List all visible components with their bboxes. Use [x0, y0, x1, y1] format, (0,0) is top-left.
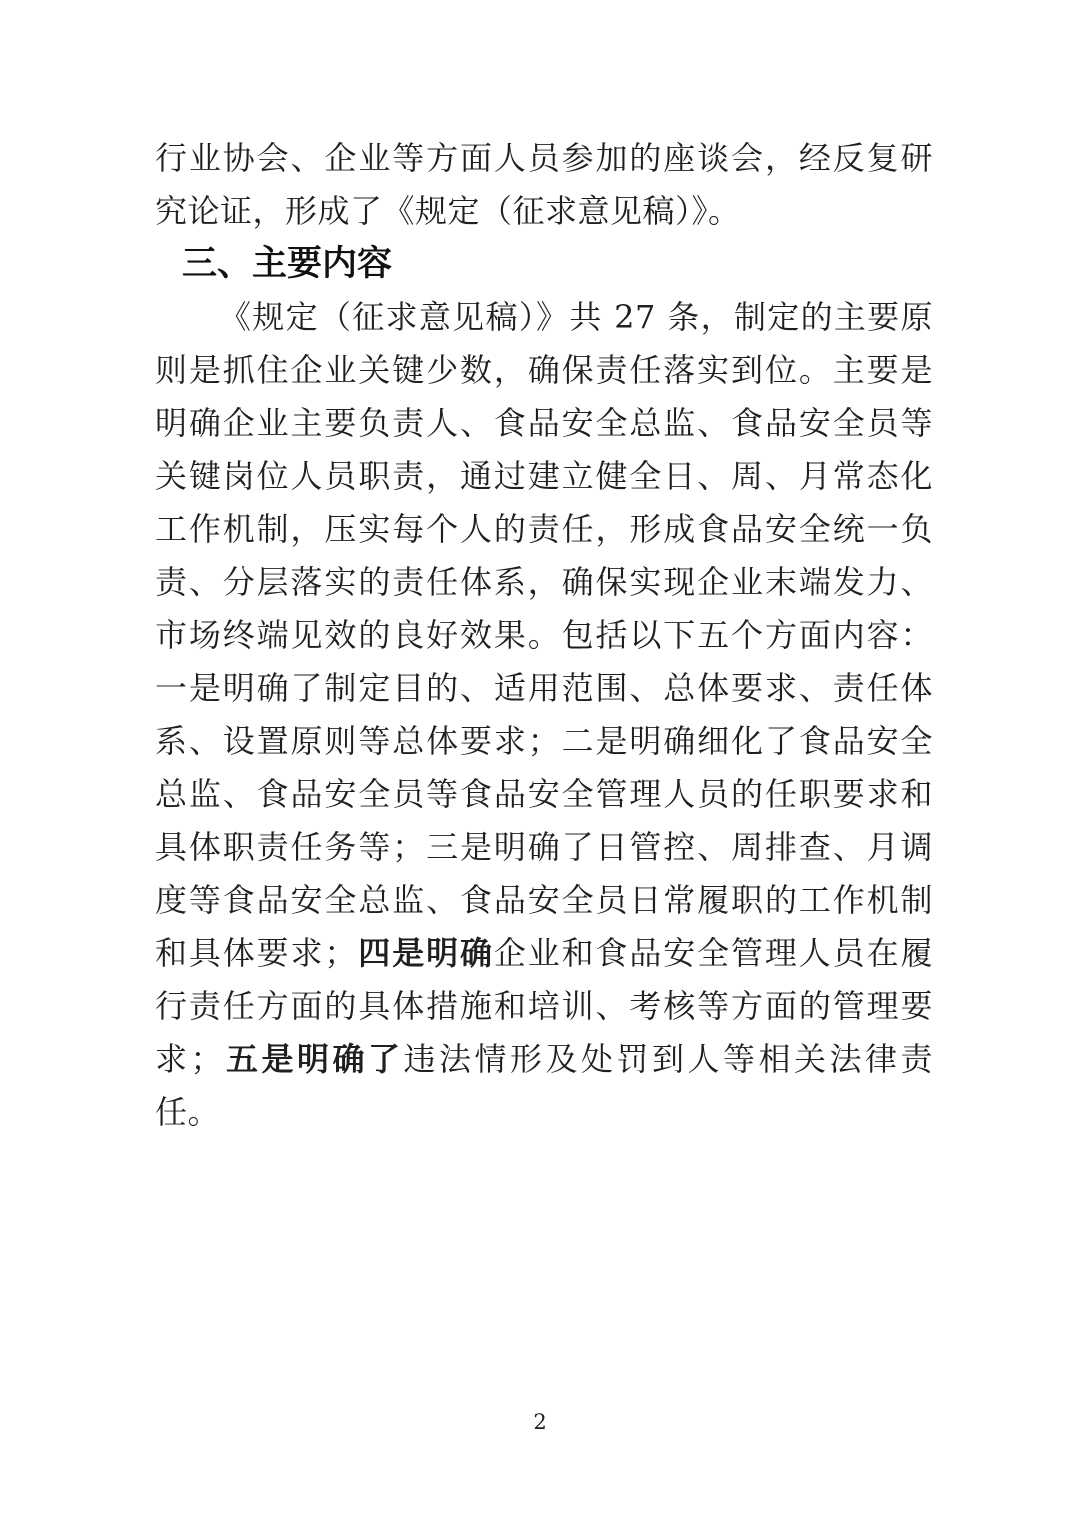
- text-run: 企业和食品安全管理人员在履行责任方面的具体措施和培训、考核等方面的管理要求；: [155, 934, 933, 1078]
- text-run-bold: 五是明确了: [223, 1040, 404, 1078]
- document-body: [155, 132, 933, 1139]
- text-run: 违法情形及处罚到人等相关法律责任。: [155, 1040, 933, 1131]
- text-run-bold: 四是明确: [356, 934, 494, 972]
- text-run: 《规定（征求意见稿）》共 27 条，制定的主要原则是抓住企业关键少数，确保责任落实到位。主要是明确企业主要负责人、食品安全总监、食品安全员等关键岗位人员职责，通过建立健全日、周、月常态化工作机制，压实每个人的责任，形成食品安全统一负责、分层落实的责任体系，确保实现企业末端发力、市场终端见效的良好效果。包括以下五个方面内容：一是明确了制定目的、适用范围、总体要求、责任体系、设置原则等总体要求；二是明确细化了食品安全总监、食品安全员等食品安全管理人员的任职要求和具体职责任务等；三是明确了日管控、周排查、月调度等食品安全总监、食品安全员日常履职的工作机制和具体要求；: [155, 298, 933, 972]
- page-number: 2: [533, 1410, 547, 1434]
- paragraph: [155, 291, 933, 1139]
- text-run: 行业协会、企业等方面人员参加的座谈会，经反复研究论证，形成了《规定（征求意见稿）》。: [155, 139, 933, 230]
- paragraph: [155, 132, 933, 238]
- section-heading: 三、主要内容: [182, 244, 393, 284]
